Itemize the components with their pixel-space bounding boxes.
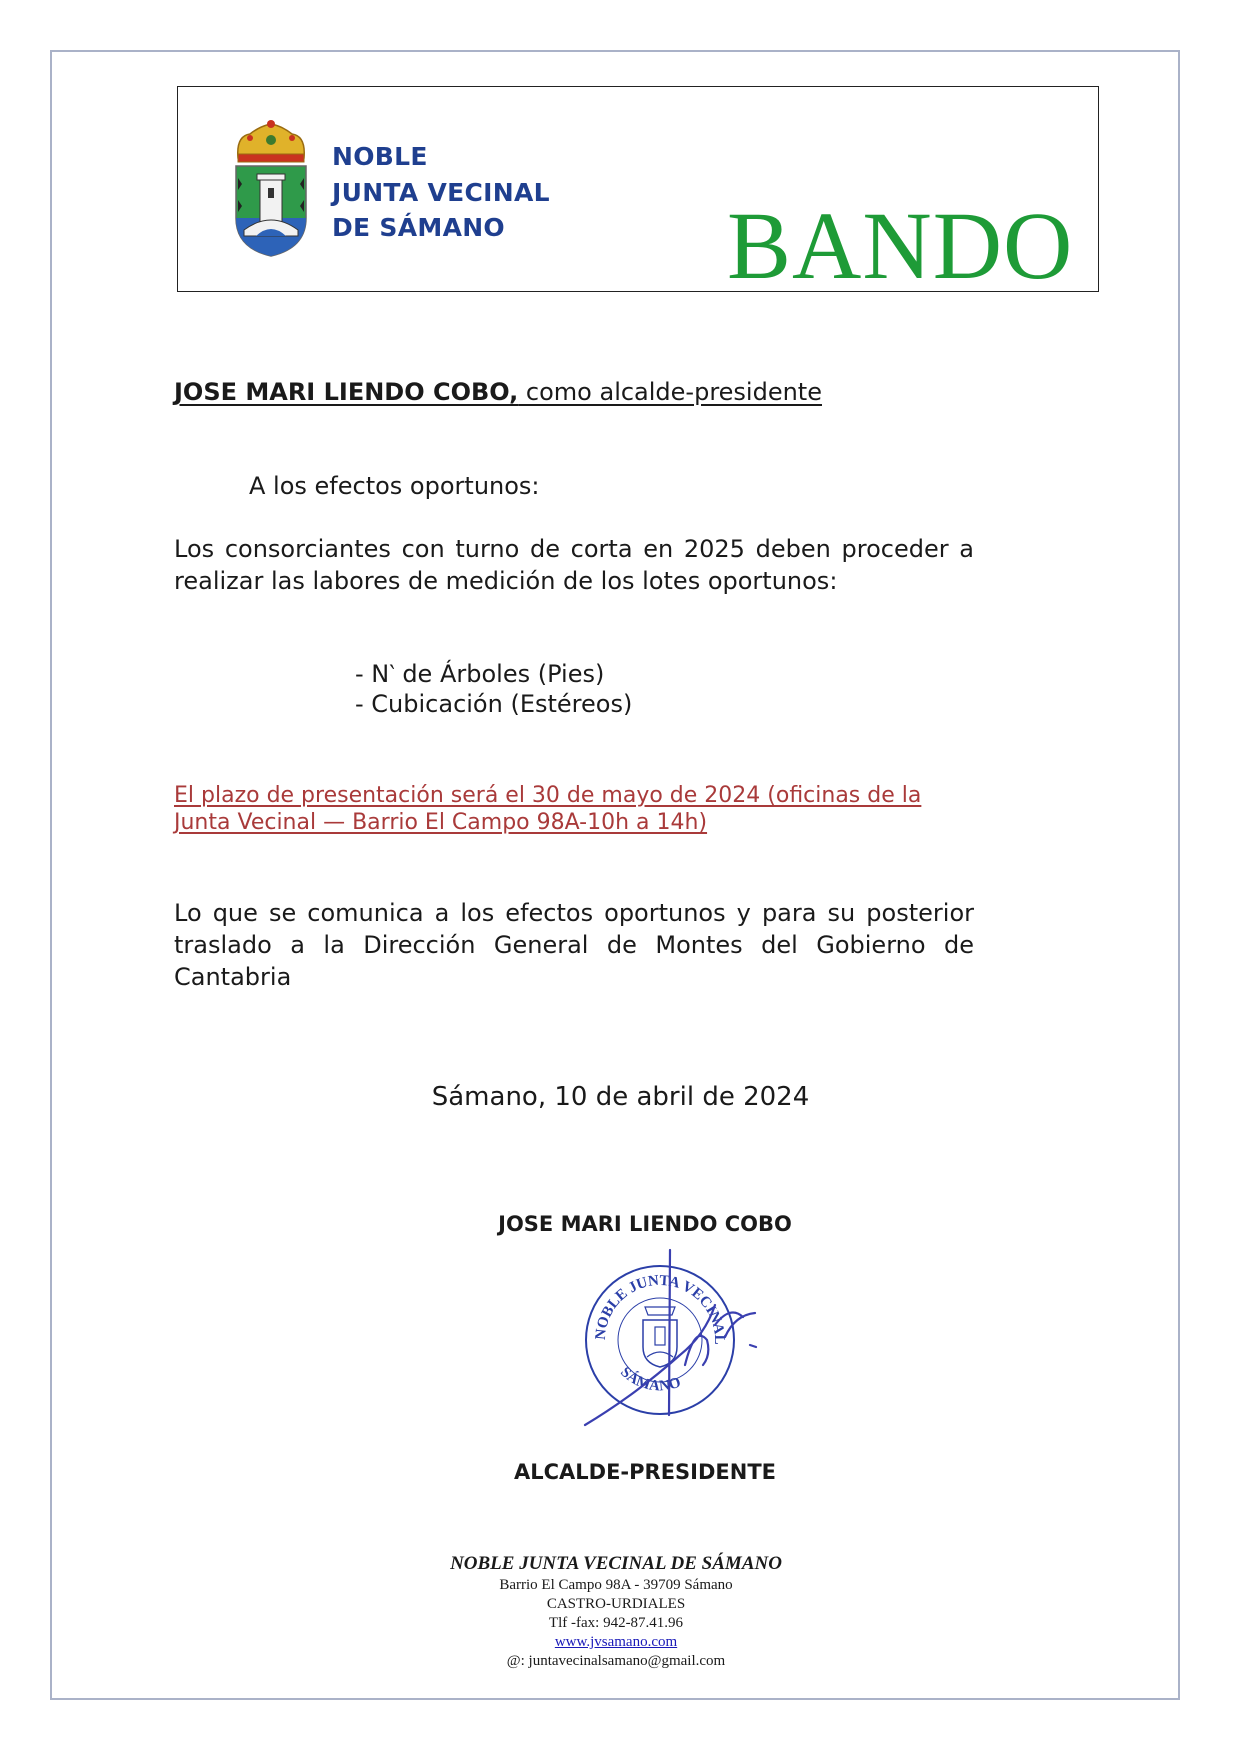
seal-text-top: NOBLE JUNTA VECINAL xyxy=(592,1272,728,1345)
org-name-line-2: JUNTA VECINAL xyxy=(332,178,550,207)
org-name-line-3: DE SÁMANO xyxy=(332,213,505,242)
seal-text-bottom: SÁMANO xyxy=(617,1364,683,1395)
footer-website-link[interactable]: www.jvsamano.com xyxy=(554,1634,678,1650)
list-item: - N‵ de Árboles (Pies) xyxy=(355,660,605,688)
place-date xyxy=(0,1082,1241,1112)
signatory-name: JOSE MARI LIENDO COBO xyxy=(498,1212,792,1236)
mayor-role: como alcalde-presidente xyxy=(518,378,822,406)
footer-title: NOBLE JUNTA VECINAL DE SÁMANO xyxy=(450,1553,782,1574)
intro-text: A los efectos oportunos: xyxy=(249,472,540,500)
deadline-notice: El plazo de presentación será el 30 de mayo de 2024 (oficinas de la Junta Vecinal — Barrio El Campo 98A-10h a 14h) xyxy=(174,783,922,835)
footer-city: CASTRO-URDIALES xyxy=(546,1596,686,1612)
mayor-heading xyxy=(174,378,822,406)
closing-paragraph: Lo que se comunica a los efectos oportunos y para su posterior traslado a la Dirección General de Montes del Gobierno de Cantabria xyxy=(174,899,974,991)
signatory-role: ALCALDE-PRESIDENTE xyxy=(513,1460,777,1484)
footer-phone: Tlf -fax: 942-87.41.96 xyxy=(548,1615,684,1631)
org-name-line-1: NOBLE xyxy=(332,142,428,171)
official-seal-signature-icon xyxy=(565,1245,775,1430)
document-title: BANDO xyxy=(727,192,1074,299)
date-text: Sámano, 10 de abril de 2024 xyxy=(431,1082,810,1112)
list-item: - Cubicación (Estéreos) xyxy=(355,690,633,718)
footer-address: Barrio El Campo 98A - 39709 Sámano xyxy=(499,1577,733,1593)
footer xyxy=(0,1552,1232,1671)
footer-email: @: juntavecinalsamano@gmail.com xyxy=(506,1653,726,1669)
main-paragraph: Los consorciantes con turno de corta en 2025 deben proceder a realizar las labores de medición de los lotes oportunos: xyxy=(174,535,974,595)
mayor-name: JOSE MARI LIENDO COBO, xyxy=(174,378,519,406)
coat-of-arms-icon xyxy=(230,118,312,258)
